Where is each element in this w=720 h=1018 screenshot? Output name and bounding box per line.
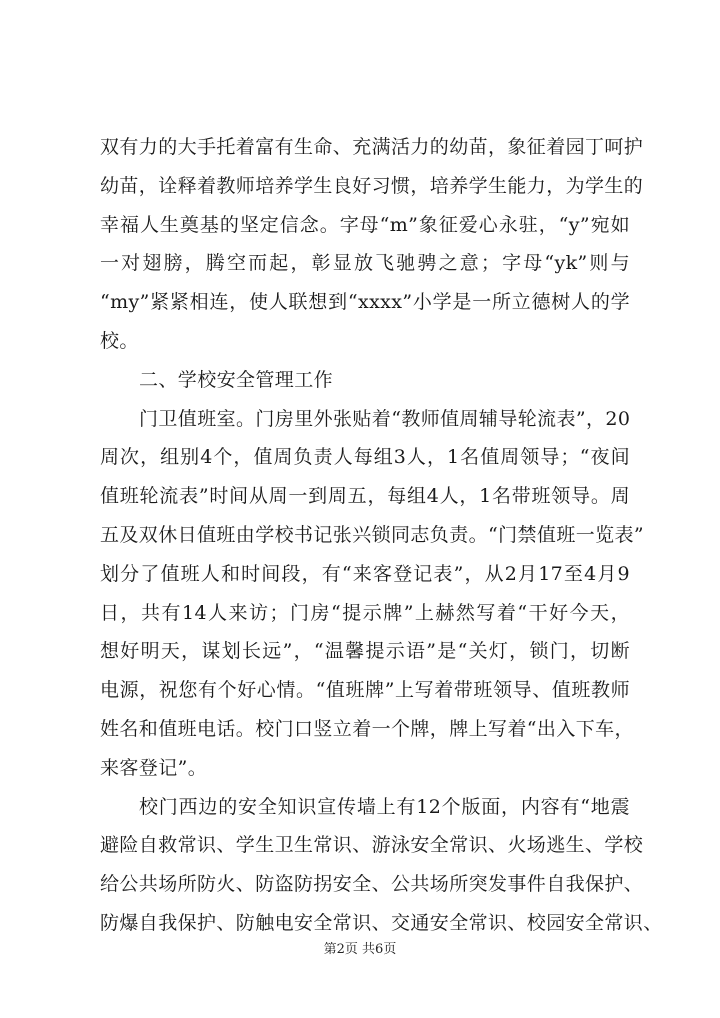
text-line: 幼苗，诠释着教师培养学生良好习惯，培养学生能力，为学生的 (100, 174, 644, 197)
document-body (100, 128, 663, 943)
text-line: 幸福人生奠基的坚定信念。字母“m”象征爱心永驻，“y”宛如 (100, 213, 630, 236)
text-line: 姓名和值班电话。校门口竖立着一个牌，牌上写着“出入下车， (100, 717, 634, 740)
text-line: “my”紧紧相连，使人联想到“xxxx”小学是一所立德树人的学 (100, 291, 630, 314)
text-line: 双有力的大手托着富有生命、充满活力的幼苗，象征着园丁呵护 (100, 136, 644, 158)
text-line: 值班轮流表”时间从周一到周五，每组4人，1名带班领导。周 (100, 485, 630, 508)
page-number-footer: 第2页 共6页 (323, 942, 397, 957)
text-line: 给公共场所防火、防盗防拐安全、公共场所突发事件自我保护、 (100, 873, 644, 896)
text-line: 划分了值班人和时间段，有“来客登记表”，从2月17至4月9 (100, 562, 630, 585)
text-line: 五及双休日值班由学校书记张兴锁同志负责。“门禁值班一览表” (100, 523, 645, 546)
text-line: 想好明天，谋划长远”，“温馨提示语”是“关灯，锁门，切断 (100, 640, 630, 663)
text-line: 日，共有14人来访；门房“提示牌”上赫然写着“干好今天， (100, 601, 630, 624)
text-line: 来客登记”。 (100, 756, 208, 779)
text-line: 电源，祝您有个好心情。“值班牌”上写着带班领导、值班教师 (100, 679, 630, 702)
text-line: 避险自救常识、学生卫生常识、游泳安全常识、火场逃生、学校 (100, 834, 644, 857)
text-line: 校门西边的安全知识宣传墙上有12个版面，内容有“地震 (139, 795, 630, 818)
text-line: 周次，组别4个，值周负责人每组3人，1名值周领导；“夜间 (100, 446, 630, 469)
section-heading: 二、学校安全管理工作 (139, 368, 334, 391)
text-line: 门卫值班室。门房里外张贴着“教师值周辅导轮流表”，20 (139, 407, 631, 430)
text-line: 防爆自我保护、防触电安全常识、交通安全常识、校园安全常识、 (100, 911, 663, 934)
text-line: 一对翅膀，腾空而起，彰显放飞驰骋之意；字母“yk”则与 (100, 252, 630, 275)
text-line: 校。 (100, 329, 139, 352)
